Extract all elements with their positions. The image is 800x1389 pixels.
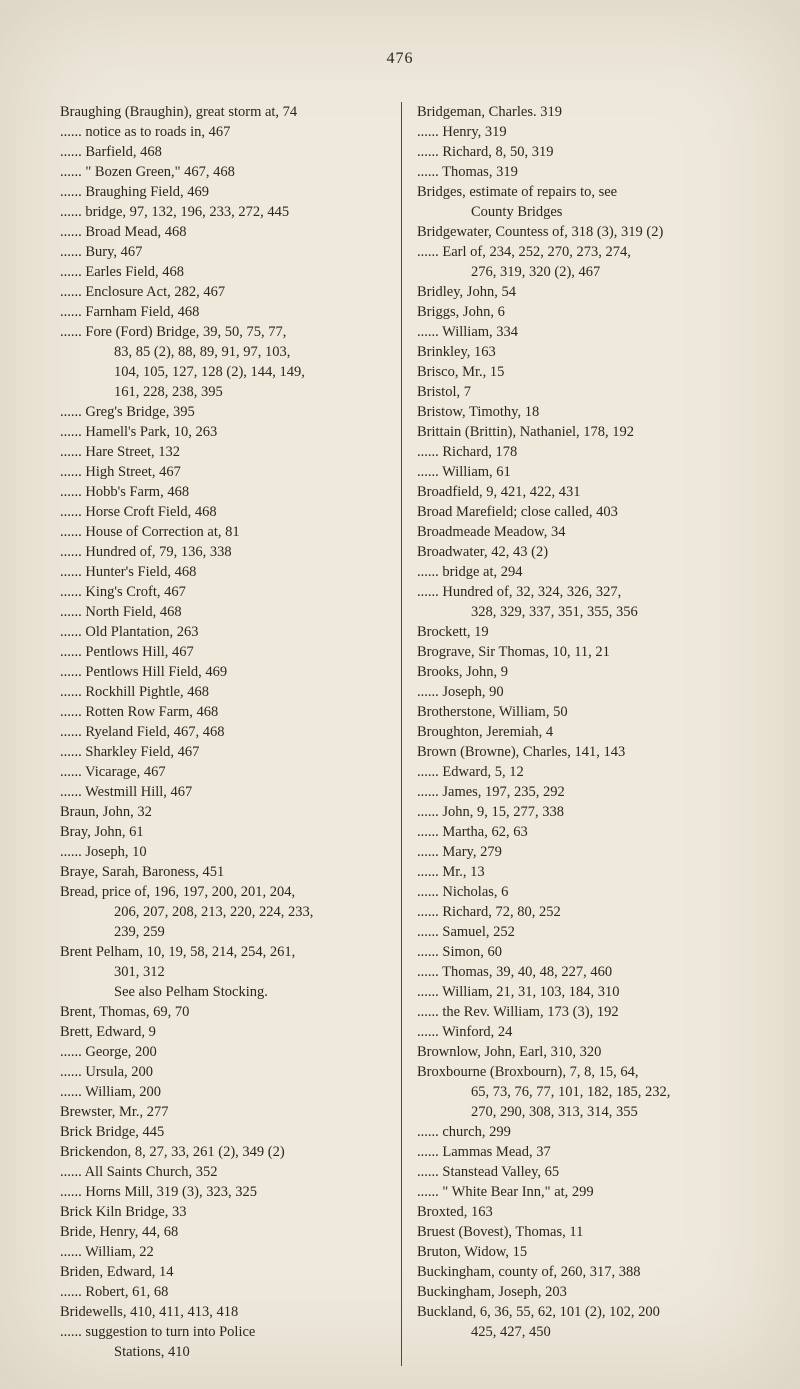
index-line-main: Brown (Browne), Charles, 141, 143 [417, 744, 626, 760]
index-line-main: Broadfield, 9, 421, 422, 431 [417, 484, 581, 500]
index-line-main: Broxted, 163 [417, 1204, 493, 1220]
index-line-sub: ...... Martha, 62, 63 [417, 824, 528, 840]
index-line-sub: ...... William, 21, 31, 103, 184, 310 [417, 984, 620, 1000]
index-line-wrap: 276, 319, 320 (2), 467 [471, 264, 601, 280]
index-line-sub: ...... Nicholas, 6 [417, 884, 509, 900]
index-line-sub: ...... Hundred of, 79, 136, 338 [60, 544, 232, 560]
index-line-sub: ...... King's Croft, 467 [60, 584, 186, 600]
index-column-right [411, 102, 768, 1370]
index-line-sub: ...... Samuel, 252 [417, 924, 515, 940]
index-line-sub: ...... Joseph, 10 [60, 844, 147, 860]
index-line-wrap: 328, 329, 337, 351, 355, 356 [471, 604, 638, 620]
index-line-main: Bridgewater, Countess of, 318 (3), 319 (2) [417, 224, 664, 240]
index-line-main: Bride, Henry, 44, 68 [60, 1224, 179, 1240]
index-line-main: Bridges, estimate of repairs to, see [417, 184, 618, 200]
index-line-sub: ...... Farnham Field, 468 [60, 304, 200, 320]
index-line-main: Brisco, Mr., 15 [417, 364, 505, 380]
index-line-main: Briggs, John, 6 [417, 304, 505, 320]
index-line-main: Braye, Sarah, Baroness, 451 [60, 864, 225, 880]
index-line-sub: ...... William, 61 [417, 464, 511, 480]
index-line-wrap: 161, 228, 238, 395 [114, 384, 223, 400]
index-line-wrap: Stations, 410 [114, 1344, 190, 1360]
index-line-sub: ...... notice as to roads in, 467 [60, 124, 231, 140]
index-line-sub: ...... Ursula, 200 [60, 1064, 154, 1080]
index-line-sub: ...... " White Bear Inn," at, 299 [417, 1184, 594, 1200]
index-line-main: Bridewells, 410, 411, 413, 418 [60, 1304, 239, 1320]
index-line-wrap: County Bridges [471, 204, 563, 220]
index-line-main: Brownlow, John, Earl, 310, 320 [417, 1044, 602, 1060]
index-line-sub: ...... Richard, 8, 50, 319 [417, 144, 554, 160]
index-line-sub: ...... John, 9, 15, 277, 338 [417, 804, 565, 820]
index-line-sub: ...... Edward, 5, 12 [417, 764, 524, 780]
index-line-main: Broadmeade Meadow, 34 [417, 524, 566, 540]
index-line-sub: ...... George, 200 [60, 1044, 157, 1060]
index-line-sub: ...... Richard, 72, 80, 252 [417, 904, 561, 920]
index-line-sub: ...... Richard, 178 [417, 444, 518, 460]
index-line-sub: ...... Westmill Hill, 467 [60, 784, 193, 800]
index-line-main: Bridgeman, Charles. 319 [417, 104, 562, 120]
index-line-main: Broadwater, 42, 43 (2) [417, 544, 549, 560]
column-divider-rule [401, 102, 402, 1366]
index-line-sub: ...... House of Correction at, 81 [60, 524, 240, 540]
index-line-main: Bristow, Timothy, 18 [417, 404, 540, 420]
index-line-sub: ...... Broad Mead, 468 [60, 224, 187, 240]
page-number: 476 [386, 50, 414, 67]
index-line-sub: ...... Stanstead Valley, 65 [417, 1164, 560, 1180]
index-line-sub: ...... Hundred of, 32, 324, 326, 327, [417, 584, 622, 600]
index-line-sub: ...... church, 299 [417, 1124, 511, 1140]
index-line-main: Brickendon, 8, 27, 33, 261 (2), 349 (2) [60, 1144, 285, 1160]
index-line-main: Buckingham, Joseph, 203 [417, 1284, 567, 1300]
index-line-wrap: 270, 290, 308, 313, 314, 355 [471, 1104, 638, 1120]
index-line-main: Broad Marefield; close called, 403 [417, 504, 618, 520]
index-column-left [60, 102, 396, 1370]
index-line-sub: ...... Vicarage, 467 [60, 764, 166, 780]
index-line-sub: ...... Fore (Ford) Bridge, 39, 50, 75, 77, [60, 324, 287, 340]
index-line-sub: ...... All Saints Church, 352 [60, 1164, 218, 1180]
index-line-main: Bread, price of, 196, 197, 200, 201, 204, [60, 884, 296, 900]
index-line-sub: ...... Earles Field, 468 [60, 264, 185, 280]
index-line-main: Brent, Thomas, 69, 70 [60, 1004, 190, 1020]
index-line-sub: ...... Earl of, 234, 252, 270, 273, 274, [417, 244, 631, 260]
index-line-main: Broughton, Jeremiah, 4 [417, 724, 554, 740]
index-line-wrap: 83, 85 (2), 88, 89, 91, 97, 103, [114, 344, 291, 360]
index-line-sub: ...... Hobb's Farm, 468 [60, 484, 190, 500]
index-line-main: Bristol, 7 [417, 384, 471, 400]
index-line-main: Braun, John, 32 [60, 804, 152, 820]
index-line-wrap: 65, 73, 76, 77, 101, 182, 185, 232, [471, 1084, 671, 1100]
index-line-sub: ...... Pentlows Hill, 467 [60, 644, 194, 660]
index-line-sub: ...... Old Plantation, 263 [60, 624, 199, 640]
index-line-main: Brewster, Mr., 277 [60, 1104, 169, 1120]
index-line-main: Buckingham, county of, 260, 317, 388 [417, 1264, 641, 1280]
index-line-sub: ...... Winford, 24 [417, 1024, 513, 1040]
index-line-sub: ...... Thomas, 39, 40, 48, 227, 460 [417, 964, 613, 980]
index-line-sub: ...... Bury, 467 [60, 244, 143, 260]
index-line-sub: ...... Hunter's Field, 468 [60, 564, 197, 580]
index-line-sub: ...... Mary, 279 [417, 844, 502, 860]
index-line-sub: ...... Simon, 60 [417, 944, 502, 960]
index-line-wrap: 206, 207, 208, 213, 220, 224, 233, [114, 904, 314, 920]
index-line-main: Bray, John, 61 [60, 824, 144, 840]
index-line-main: Brick Kiln Bridge, 33 [60, 1204, 187, 1220]
index-line-sub: ...... Braughing Field, 469 [60, 184, 210, 200]
index-line-main: Broxbourne (Broxbourn), 7, 8, 15, 64, [417, 1064, 639, 1080]
index-line-sub: ...... Horns Mill, 319 (3), 323, 325 [60, 1184, 257, 1200]
index-line-sub: ...... Mr., 13 [417, 864, 485, 880]
index-line-sub: ...... Greg's Bridge, 395 [60, 404, 195, 420]
index-line-sub: ...... Ryeland Field, 467, 468 [60, 724, 225, 740]
index-line-main: Brinkley, 163 [417, 344, 496, 360]
index-line-sub: ...... Rotten Row Farm, 468 [60, 704, 219, 720]
index-line-wrap: 301, 312 [114, 964, 165, 980]
index-line-main: Brent Pelham, 10, 19, 58, 214, 254, 261, [60, 944, 296, 960]
index-line-sub: ...... bridge, 97, 132, 196, 233, 272, 445 [60, 204, 290, 220]
index-line-wrap: 104, 105, 127, 128 (2), 144, 149, [114, 364, 305, 380]
index-line-main: Bruton, Widow, 15 [417, 1244, 528, 1260]
index-line-sub: ...... Hare Street, 132 [60, 444, 180, 460]
index-line-main: Briden, Edward, 14 [60, 1264, 174, 1280]
index-line-sub: ...... Sharkley Field, 467 [60, 744, 200, 760]
index-line-sub: ...... Barfield, 468 [60, 144, 162, 160]
index-line-sub: ...... Enclosure Act, 282, 467 [60, 284, 226, 300]
index-line-main: Bridley, John, 54 [417, 284, 516, 300]
index-line-main: Brograve, Sir Thomas, 10, 11, 21 [417, 644, 610, 660]
index-line-sub: ...... the Rev. William, 173 (3), 192 [417, 1004, 619, 1020]
index-line-main: Buckland, 6, 36, 55, 62, 101 (2), 102, 200 [417, 1304, 660, 1320]
index-line-sub: ...... " Bozen Green," 467, 468 [60, 164, 235, 180]
index-line-sub: ...... Horse Croft Field, 468 [60, 504, 217, 520]
index-line-main: Braughing (Braughin), great storm at, 74 [60, 104, 298, 120]
index-line-main: Brett, Edward, 9 [60, 1024, 156, 1040]
index-line-sub: ...... Henry, 319 [417, 124, 507, 140]
index-line-sub: ...... Joseph, 90 [417, 684, 504, 700]
index-line-sub: ...... William, 22 [60, 1244, 154, 1260]
index-line-wrap: 239, 259 [114, 924, 165, 940]
index-line-sub: ...... Thomas, 319 [417, 164, 518, 180]
index-line-wrap: See also Pelham Stocking. [114, 984, 268, 1000]
index-line-main: Bruest (Bovest), Thomas, 11 [417, 1224, 584, 1240]
index-content [60, 102, 768, 1370]
index-line-sub: ...... Robert, 61, 68 [60, 1284, 169, 1300]
index-line-sub: ...... Pentlows Hill Field, 469 [60, 664, 228, 680]
index-line-sub: ...... High Street, 467 [60, 464, 181, 480]
index-line-sub: ...... James, 197, 235, 292 [417, 784, 565, 800]
index-line-main: Brittain (Brittin), Nathaniel, 178, 192 [417, 424, 635, 440]
index-line-sub: ...... Lammas Mead, 37 [417, 1144, 551, 1160]
index-line-sub: ...... bridge at, 294 [417, 564, 523, 580]
index-line-sub: ...... William, 200 [60, 1084, 162, 1100]
index-line-main: Brick Bridge, 445 [60, 1124, 165, 1140]
index-line-sub: ...... Hamell's Park, 10, 263 [60, 424, 218, 440]
index-line-sub: ...... suggestion to turn into Police [60, 1324, 256, 1340]
index-line-main: Brooks, John, 9 [417, 664, 509, 680]
index-line-sub: ...... North Field, 468 [60, 604, 182, 620]
index-line-main: Brotherstone, William, 50 [417, 704, 568, 720]
index-line-sub: ...... Rockhill Pightle, 468 [60, 684, 210, 700]
index-line-sub: ...... William, 334 [417, 324, 519, 340]
index-line-main: Brockett, 19 [417, 624, 489, 640]
index-line-wrap: 425, 427, 450 [471, 1324, 551, 1340]
